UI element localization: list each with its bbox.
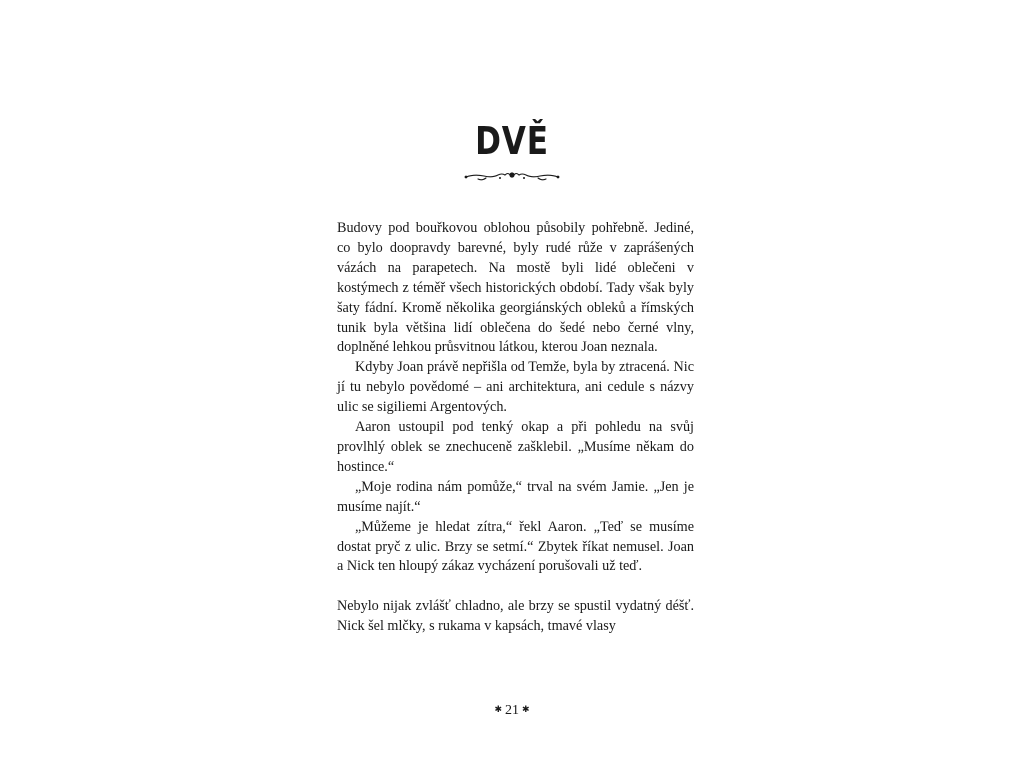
chapter-body <box>337 219 694 637</box>
paragraph: Kdyby Joan právě nepřišla od Temže, byla by ztracená. Nic jí tu nebylo povědomé – ani architektura, ani cedule s názvy ulic se sigiliemi Argentových. <box>337 359 694 416</box>
star-ornament-icon: ✱ <box>522 704 530 714</box>
page-number: 21 <box>505 703 519 718</box>
page-number-footer <box>0 700 1024 720</box>
flourish-divider-icon <box>462 166 562 186</box>
paragraph: „Můžeme je hledat zítra,“ řekl Aaron. „Teď se musíme dostat pryč z ulic. Brzy se setmí.“ Zbytek říkat nemusel. Joan a Nick ten hloupý zákaz vycházení porušovali už teď. <box>337 518 694 575</box>
paragraph: Aaron ustoupil pod tenký okap a při pohledu na svůj provlhlý oblek se znechuceně zašklebil. „Musíme někam do hostince.“ <box>337 419 694 475</box>
star-ornament-icon: ✱ <box>494 704 502 714</box>
paragraph: „Moje rodina nám pomůže,“ trval na svém Jamie. „Jen je musíme najít.“ <box>337 478 694 515</box>
paragraph: Budovy pod bouřkovou oblohou působily pohřebně. Jediné, co bylo doopravdy barevné, byly rudé růže v zaprášených vázách na parapetech. Na mostě byli lidé oblečeni v kostýmech z téměř všech historických období. Tady však byly šaty fádní. Kromě několika georgiánských obleků a římských tunik byla většina lidí oblečena do šedé nebo černé vlny, doplněné lehkou průsvitnou látkou, kterou Joan neznala. <box>337 220 694 356</box>
paragraph: Nebylo nijak zvlášť chladno, ale brzy se spustil vydatný déšť. Nick šel mlčky, s rukama v kapsách, tmavé vlasy <box>337 598 694 635</box>
chapter-title: DVĚ <box>475 119 549 163</box>
